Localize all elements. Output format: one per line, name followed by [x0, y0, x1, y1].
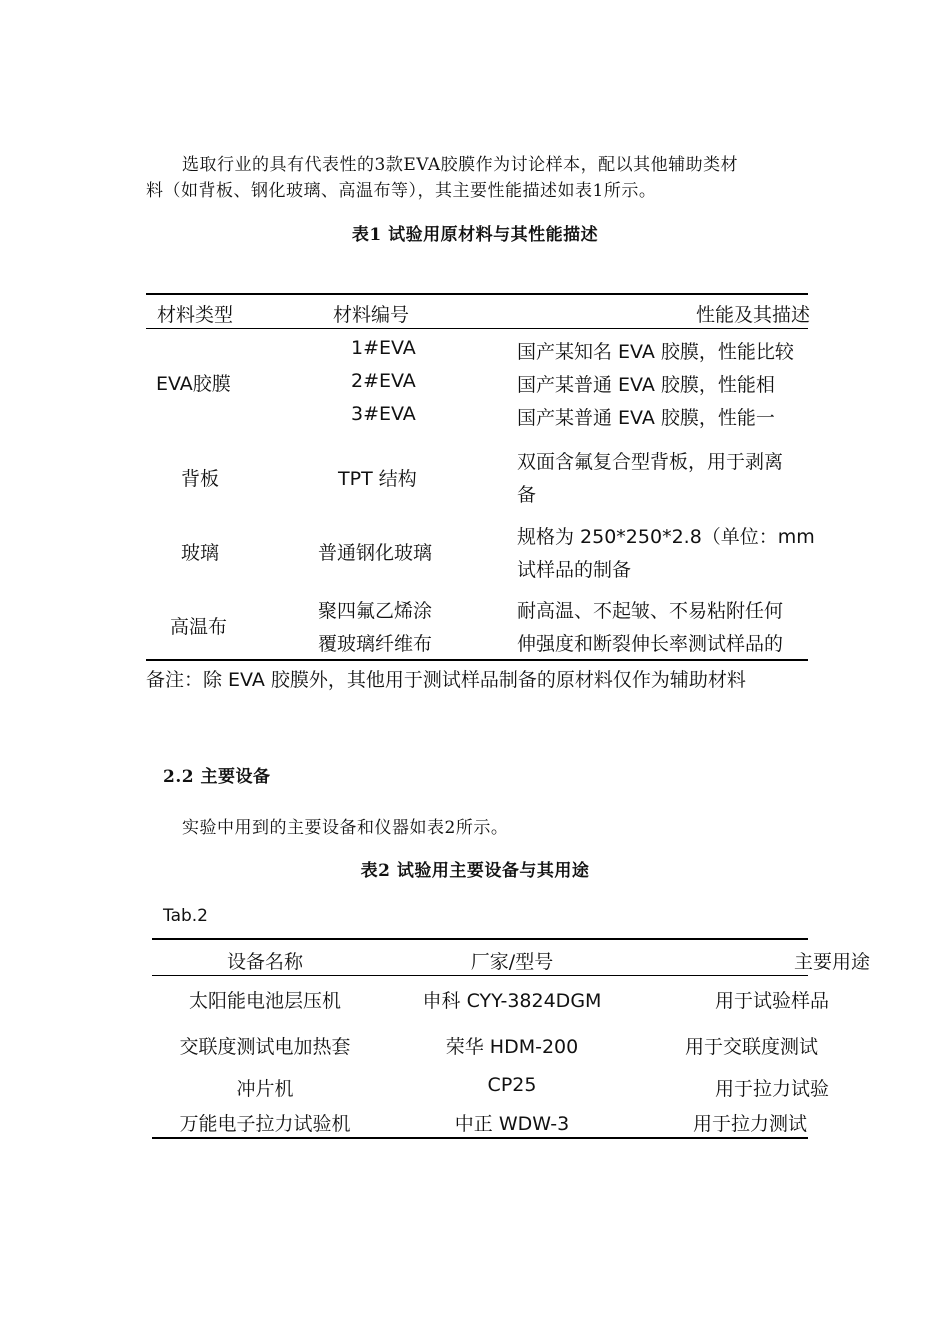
table2-row-3-use: 用于拉力试验: [715, 1078, 830, 1100]
table1-note: 备注：除 EVA 胶膜外，其他用于测试样品制备的原材料仅作为辅助材料: [146, 669, 746, 691]
table2-header-use: 主要用途: [794, 951, 871, 973]
table1-desc-glass-2: 试样品的制备: [517, 559, 632, 581]
table1-id-cloth-1: 聚四氟乙烯涂: [318, 600, 433, 622]
table1-header-id: 材料编号: [333, 304, 410, 326]
table1-desc-cloth-2: 伸强度和断裂伸长率测试样品的: [517, 633, 784, 655]
table1-desc-backsheet-1: 双面含氟复合型背板，用于剥离: [517, 451, 784, 473]
para-equipment: 实验中用到的主要设备和仪器如表2所示。: [182, 818, 509, 838]
table2-row-2-model: 荣华 HDM-200: [445, 1036, 579, 1058]
table2-row-1-use: 用于试验样品: [715, 990, 830, 1012]
table1-desc-glass-1: 规格为 250*250*2.8（单位：mm: [517, 526, 815, 548]
table2-row-4-model: 中正 WDW-3: [454, 1113, 570, 1135]
table2-header-name: 设备名称: [226, 951, 303, 973]
intro-line-1: 选取行业的具有代表性的3款EVA胶膜作为讨论样本，配以其他辅助类材: [182, 155, 739, 175]
table1-type-cloth: 高温布: [170, 616, 228, 638]
table1-id-eva-3: 3#EVA: [351, 403, 416, 425]
table2-row-3-model: CP25: [487, 1074, 537, 1096]
table2-row-2-use: 用于交联度测试: [685, 1036, 819, 1058]
table1-desc-eva-1: 国产某知名 EVA 胶膜，性能比较: [517, 341, 794, 363]
table1-header-desc: 性能及其描述: [696, 304, 811, 326]
table1-type-eva: EVA胶膜: [156, 373, 231, 395]
table2-row-3-name: 冲片机: [236, 1078, 294, 1100]
table2-bottom-rule: [152, 1137, 808, 1139]
section-title: 2.2 主要设备: [163, 767, 271, 787]
table2-tab-label: Tab.2: [163, 906, 208, 926]
table2-row-1-name: 太阳能电池层压机: [188, 990, 341, 1012]
table2-row-2-name: 交联度测试电加热套: [179, 1036, 351, 1058]
table1-header-type: 材料类型: [157, 304, 234, 326]
table1-type-backsheet: 背板: [181, 468, 220, 490]
table2-row-4-name: 万能电子拉力试验机: [179, 1113, 351, 1135]
table2-tab-label-clip: [163, 906, 243, 929]
table1-bottom-rule: [146, 659, 808, 661]
table1-id-eva-2: 2#EVA: [351, 370, 416, 392]
table1-id-eva-1: 1#EVA: [351, 337, 416, 359]
table1-id-backsheet: TPT 结构: [338, 468, 417, 490]
table1-id-cloth-2: 覆玻璃纤维布: [318, 633, 433, 655]
table1-type-glass: 玻璃: [181, 542, 220, 564]
intro-line-2: 料（如背板、钢化玻璃、高温布等），其主要性能描述如表1所示。: [146, 181, 657, 201]
table1-desc-eva-2: 国产某普通 EVA 胶膜，性能相: [517, 374, 775, 396]
table1-header-rule: [146, 328, 808, 329]
table2-caption: 表2 试验用主要设备与其用途: [360, 861, 590, 881]
table1-desc-backsheet-2: 备: [517, 484, 537, 506]
table1-desc-eva-3: 国产某普通 EVA 胶膜，性能一: [517, 407, 775, 429]
table1-id-glass: 普通钢化玻璃: [318, 542, 433, 564]
table2-header-model: 厂家/型号: [470, 951, 554, 973]
table1-caption: 表1 试验用原材料与其性能描述: [351, 225, 599, 245]
table2-row-1-model: 申科 CYY-3824DGM: [422, 990, 602, 1012]
table2-header-rule: [152, 975, 808, 976]
table1-desc-cloth-1: 耐高温、不起皱、不易粘附任何: [517, 600, 784, 622]
table2-top-rule: [152, 938, 808, 940]
table1-top-rule: [146, 293, 808, 295]
table2-row-4-use: 用于拉力测试: [693, 1113, 808, 1135]
